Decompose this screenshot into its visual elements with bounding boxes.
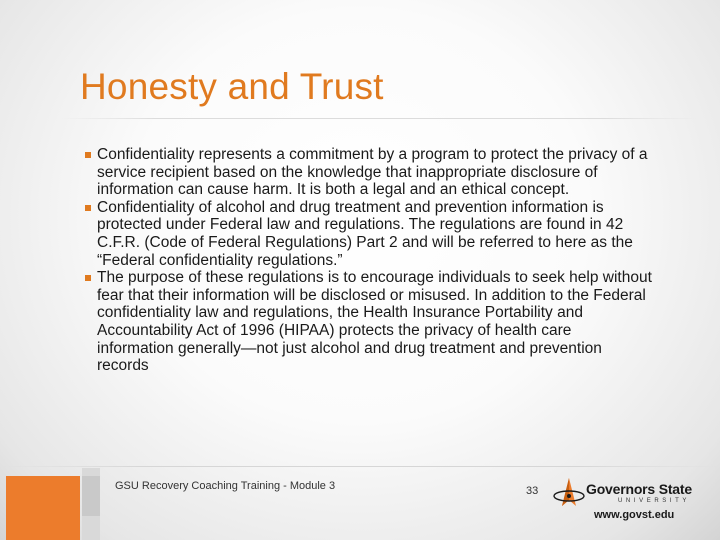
- bullet-text: The purpose of these regulations is to encourage individuals to seek help without fear that their information will be disclosed or misused. In addition to the Federal confidentiality law and regulations, the Health Insurance Portability and Accountability Act of 1996 (HIPAA) protects the privacy of health care information generally—not just alcohol and drug treatment and prevention records: [97, 269, 652, 375]
- logo-name: Governors State: [586, 481, 692, 497]
- title-divider: [60, 118, 700, 119]
- logo-url: www.govst.edu: [594, 509, 675, 521]
- page-number: 33: [526, 485, 539, 497]
- footer-divider: [0, 466, 720, 467]
- gray-accent-block-inner: [82, 476, 100, 516]
- square-bullet-icon: [85, 205, 91, 211]
- university-logo: [552, 476, 712, 524]
- square-bullet-icon: [85, 275, 91, 281]
- square-bullet-icon: [85, 152, 91, 158]
- footer-text: GSU Recovery Coaching Training - Module 3: [115, 480, 336, 492]
- gsu-compass-logo-icon: [552, 476, 586, 510]
- bullet-text: Confidentiality represents a commitment by a program to protect the privacy of a service recipient based on the knowledge that inappropriate disclosure of information can cause harm. It is both a legal and an ethical concept.: [97, 146, 648, 199]
- orange-accent-block: [6, 476, 80, 540]
- bullet-item: [84, 199, 652, 269]
- bullet-text: Confidentiality of alcohol and drug treatment and prevention information is protected under Federal law and regulations. The regulations are found in 42 C.F.R. (Code of Federal Regulations) Part 2 and will be referred to here as the “Federal confidentiality regulations.”: [97, 198, 633, 269]
- logo-subtitle: UNIVERSITY: [618, 498, 691, 504]
- bullet-list: [84, 146, 652, 375]
- bullet-item: [84, 269, 652, 375]
- slide-title: Honesty and Trust: [80, 66, 384, 107]
- bullet-item: [84, 146, 652, 199]
